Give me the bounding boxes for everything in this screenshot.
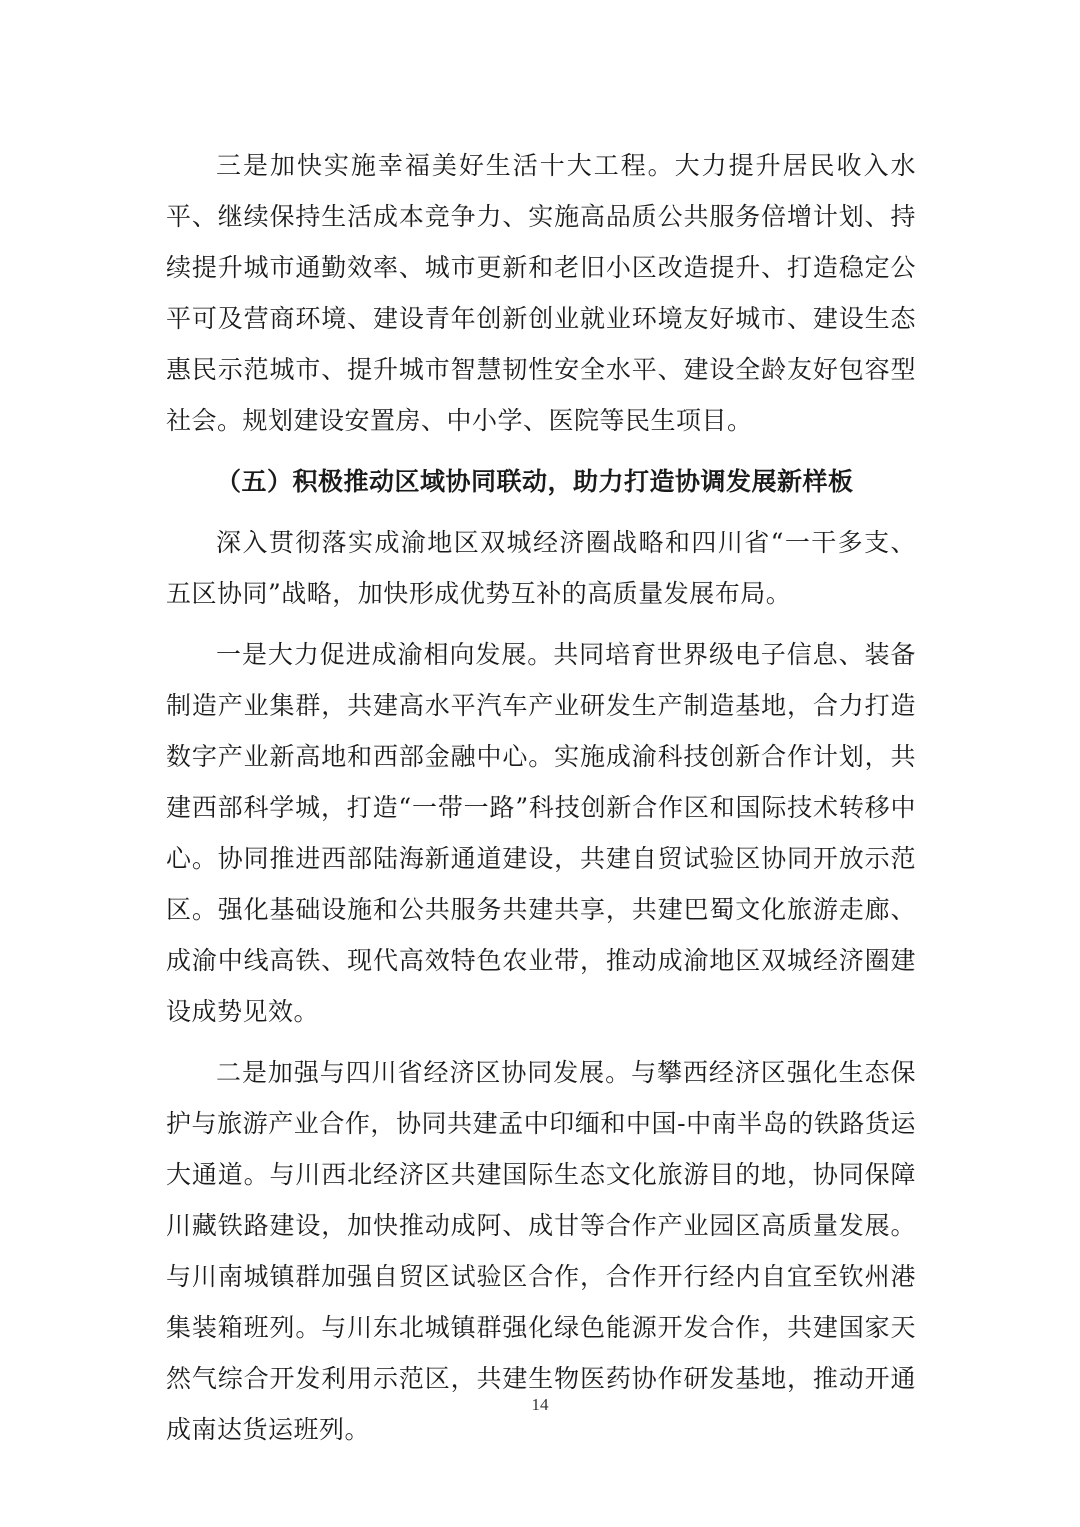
paragraph-regional-strategy: 深入贯彻落实成渝地区双城经济圈战略和四川省“一干多支、五区协同”战略，加快形成优势互补的高质量发展布局。 — [166, 528, 916, 608]
document-body — [166, 140, 916, 1455]
paragraph-happy-life-projects: 三是加快实施幸福美好生活十大工程。大力提升居民收入水平、继续保持生活成本竞争力、实施高品质公共服务倍增计划、持续提升城市通勤效率、城市更新和老旧小区改造提升、打造稳定公平可及营商环境、建设青年创新创业就业环境友好城市、建设生态惠民示范城市、提升城市智慧韧性安全水平、建设全龄友好包容型社会。规划建设安置房、中小学、医院等民生项目。 — [166, 151, 916, 435]
paragraph-gap — [166, 619, 916, 629]
page-number: 14 — [531, 1395, 549, 1414]
paragraph-sichuan-economic-zones: 二是加强与四川省经济区协同发展。与攀西经济区强化生态保护与旅游产业合作，协同共建孟中印缅和中国-中南半岛的铁路货运大通道。与川西北经济区共建国际生态文化旅游目的地，协同保障川藏铁路建设，加快推动成阿、成甘等合作产业园区高质量发展。与川南城镇群加强自贸区试验区合作，合作开行经内自宜至钦州港集装箱班列。与川东北城镇群强化绿色能源开发合作，共建国家天然气综合开发利用示范区，共建生物医药协作研发基地，推动开通成南达货运班列。 — [166, 1058, 916, 1444]
paragraph-gap — [166, 446, 916, 456]
section-heading-five: （五）积极推动区域协同联动，助力打造协调发展新样板 — [216, 467, 854, 496]
paragraph-chengyu-development: 一是大力促进成渝相向发展。共同培育世界级电子信息、装备制造产业集群，共建高水平汽车产业研发生产制造基地，合力打造数字产业新高地和西部金融中心。实施成渝科技创新合作计划，共建西部科学城，打造“一带一路”科技创新合作区和国际技术转移中心。协同推进西部陆海新通道建设，共建自贸试验区协同开放示范区。强化基础设施和公共服务共建共享，共建巴蜀文化旅游走廊、成渝中线高铁、现代高效特色农业带，推动成渝地区双城经济圈建设成势见效。 — [166, 640, 916, 1026]
paragraph-gap — [166, 1037, 916, 1047]
paragraph-gap — [166, 507, 916, 517]
